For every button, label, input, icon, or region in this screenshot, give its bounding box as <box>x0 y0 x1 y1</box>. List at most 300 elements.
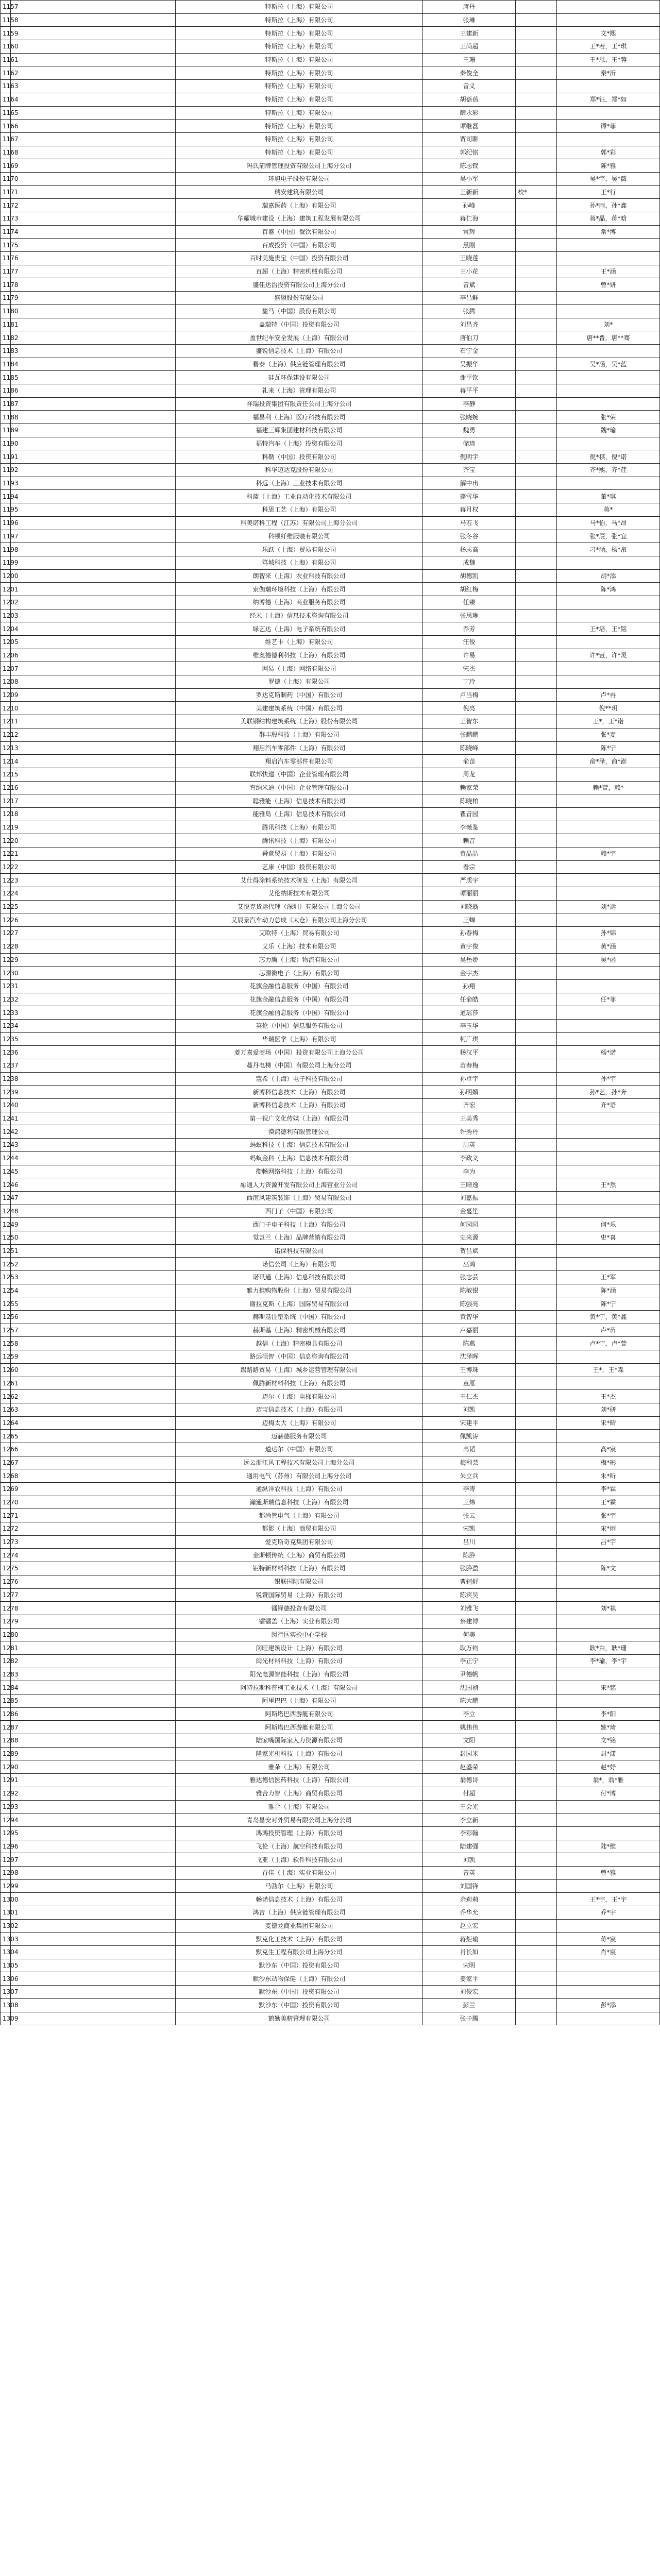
row-number: 1212 <box>1 728 11 741</box>
relative-names: 耿*白，耿*珊 <box>557 1641 660 1655</box>
relative-names <box>557 662 660 675</box>
relative-names: 王*涵 <box>557 265 660 278</box>
table-row <box>1 1998 660 2012</box>
company-name: 阿特拉斯科普柯工业技术（上海）有限公司 <box>176 1681 423 1694</box>
relative-names <box>557 1125 660 1139</box>
row-number: 1169 <box>1 159 11 173</box>
table-row <box>1 794 660 808</box>
relative-names <box>557 1112 660 1125</box>
note-mark <box>516 225 557 239</box>
note-mark <box>516 318 557 331</box>
table-row <box>1 1522 660 1536</box>
person-name: 俞苗 <box>423 755 516 768</box>
person-name: 倪明宇 <box>423 450 516 464</box>
row-number: 1180 <box>1 304 11 318</box>
note-mark <box>516 622 557 636</box>
company-name: 维艺卡（上海）有限公司 <box>176 636 423 649</box>
blank-cell <box>11 1668 176 1681</box>
note-mark <box>516 1139 557 1152</box>
person-name: 王博珠 <box>423 1363 516 1377</box>
relative-names <box>557 106 660 120</box>
table-row <box>1 821 660 834</box>
relative-names <box>557 304 660 318</box>
company-name: 瑞嘉医药（上海）有限公司 <box>176 199 423 212</box>
company-name: 百成投资（中国）有限公司 <box>176 239 423 252</box>
person-name: 王晓莲 <box>423 252 516 265</box>
blank-cell <box>11 781 176 794</box>
person-name: 黄宇俊 <box>423 940 516 953</box>
row-number: 1233 <box>1 1006 11 1020</box>
row-number: 1276 <box>1 1575 11 1588</box>
note-mark <box>516 1509 557 1522</box>
person-name: 曹轲舒 <box>423 1575 516 1588</box>
note-mark <box>516 1469 557 1483</box>
person-name: 梅利芸 <box>423 1456 516 1469</box>
row-number: 1254 <box>1 1284 11 1297</box>
note-mark <box>516 1959 557 1972</box>
person-name: 汪俊 <box>423 636 516 649</box>
table-row <box>1 239 660 252</box>
relative-names <box>557 1575 660 1588</box>
blank-cell <box>11 1350 176 1364</box>
note-mark <box>516 13 557 27</box>
person-name: 李静 <box>423 397 516 411</box>
person-name: 封园米 <box>423 1747 516 1760</box>
relative-names <box>557 1588 660 1602</box>
note-mark <box>516 583 557 596</box>
relative-names: 何*乐 <box>557 1218 660 1231</box>
row-number: 1217 <box>1 794 11 808</box>
row-number: 1174 <box>1 225 11 239</box>
person-name: 王智东 <box>423 715 516 728</box>
company-name: 绿艺达（上海）电子系统有限公司 <box>176 622 423 636</box>
person-name: 刘晓翁 <box>423 900 516 913</box>
row-number: 1251 <box>1 1244 11 1258</box>
blank-cell <box>11 1774 176 1787</box>
table-row <box>1 1694 660 1708</box>
company-name: 蔻希（上海）电子科技有限公司 <box>176 1072 423 1086</box>
row-number: 1291 <box>1 1774 11 1787</box>
note-mark <box>516 1774 557 1787</box>
table-row <box>1 1311 660 1324</box>
row-number: 1225 <box>1 900 11 913</box>
row-number: 1288 <box>1 1734 11 1748</box>
note-mark <box>516 490 557 503</box>
relative-names <box>557 1430 660 1443</box>
note-mark <box>516 1099 557 1112</box>
row-number: 1157 <box>1 1 11 14</box>
person-name: 齐宏 <box>423 1099 516 1112</box>
person-name: 黄晶晶 <box>423 848 516 861</box>
person-name: 翁德诗 <box>423 1774 516 1787</box>
blank-cell <box>11 1602 176 1615</box>
relative-names <box>557 887 660 901</box>
row-number: 1229 <box>1 953 11 967</box>
person-name: 张思琳 <box>423 609 516 622</box>
blank-cell <box>11 675 176 689</box>
blank-cell <box>11 1430 176 1443</box>
table-row <box>1 1258 660 1271</box>
blank-cell <box>11 1178 176 1192</box>
person-name: 王蝉 <box>423 913 516 927</box>
company-name: 朗智来（上海）农业科技有限公司 <box>176 569 423 583</box>
row-number: 1185 <box>1 371 11 384</box>
company-name: 鸿鸿投资管理（上海）有限公司 <box>176 1826 423 1840</box>
relative-names: 刁*涵，杨*帛 <box>557 543 660 556</box>
relative-names: 黄*涵 <box>557 940 660 953</box>
person-name: 看宗 <box>423 860 516 874</box>
relative-names <box>557 1853 660 1867</box>
note-mark <box>516 1654 557 1668</box>
relative-names: 陈*涵 <box>557 1284 660 1297</box>
relative-names <box>557 292 660 305</box>
table-row <box>1 1363 660 1377</box>
blank-cell <box>11 1390 176 1403</box>
blank-cell <box>11 1311 176 1324</box>
company-name: 盛盟股份有限公司 <box>176 292 423 305</box>
relative-names: 史*喜 <box>557 1231 660 1244</box>
note-mark <box>516 1840 557 1853</box>
note-mark <box>516 1721 557 1734</box>
company-name: 钜特新材料科技（上海）有限公司 <box>176 1562 423 1575</box>
blank-cell <box>11 1191 176 1205</box>
blank-cell <box>11 1284 176 1297</box>
person-name: 李立新 <box>423 1814 516 1827</box>
company-name: 雅朵（上海）有限公司 <box>176 1760 423 1774</box>
company-name: 融通人力资源开发有限公司上海营业分公司 <box>176 1178 423 1192</box>
row-number: 1278 <box>1 1602 11 1615</box>
company-name: 默沙东动物保健（上海）有限公司 <box>176 1972 423 1986</box>
blank-cell <box>11 1151 176 1165</box>
row-number: 1304 <box>1 1946 11 1959</box>
relative-names <box>557 979 660 993</box>
relative-names <box>557 1879 660 1893</box>
table-row <box>1 1853 660 1867</box>
company-name: 飞亚（上海）软件科技有限公司 <box>176 1853 423 1867</box>
relative-names <box>557 371 660 384</box>
person-name: 王尚超 <box>423 40 516 54</box>
blank-cell <box>11 1615 176 1628</box>
relative-names: 卢*苗 <box>557 1324 660 1337</box>
note-mark <box>516 1072 557 1086</box>
blank-cell <box>11 1814 176 1827</box>
company-name: 路远硕智（中国）信息咨询有限公司 <box>176 1350 423 1364</box>
blank-cell <box>11 212 176 226</box>
company-name: 爱克斯奇克集团有限公司 <box>176 1535 423 1549</box>
note-mark <box>516 953 557 967</box>
row-number: 1271 <box>1 1509 11 1522</box>
note-mark <box>516 1443 557 1456</box>
blank-cell <box>11 239 176 252</box>
company-name: 科顿纤维服装有限公司 <box>176 530 423 543</box>
row-number: 1191 <box>1 450 11 464</box>
blank-cell <box>11 993 176 1006</box>
blank-cell <box>11 967 176 980</box>
table-row <box>1 1205 660 1218</box>
blank-cell <box>11 1086 176 1099</box>
person-name: 孙翔 <box>423 979 516 993</box>
person-name: 谢平钦 <box>423 371 516 384</box>
person-name: 储琦 <box>423 437 516 450</box>
note-mark <box>516 1668 557 1681</box>
relative-names: 文*铭 <box>557 1734 660 1748</box>
note-mark <box>516 344 557 358</box>
blank-cell <box>11 596 176 609</box>
blank-cell <box>11 516 176 530</box>
table-row <box>1 318 660 331</box>
relative-names <box>557 1986 660 1999</box>
relative-names: 付*博 <box>557 1787 660 1800</box>
table-row <box>1 371 660 384</box>
person-name: 刘嘉振 <box>423 1191 516 1205</box>
company-name: 科蓝（上海）工业自动化技术有限公司 <box>176 490 423 503</box>
blank-cell <box>11 583 176 596</box>
company-name: 通用电气（苏州）有限公司上海分公司 <box>176 1469 423 1483</box>
table-row <box>1 1602 660 1615</box>
note-mark <box>516 252 557 265</box>
table-row <box>1 106 660 120</box>
row-number: 1230 <box>1 967 11 980</box>
relative-names: 王*，王*诺 <box>557 715 660 728</box>
table-row <box>1 159 660 173</box>
row-number: 1302 <box>1 1919 11 1933</box>
relative-names: 秦*沂 <box>557 66 660 80</box>
note-mark <box>516 1483 557 1496</box>
person-name: 王建新 <box>423 27 516 40</box>
relative-names: 刘*运 <box>557 900 660 913</box>
relative-names: 刘*研 <box>557 1403 660 1416</box>
company-name: 芯源微电子（上海）有限公司 <box>176 967 423 980</box>
relative-names: 肖*宸 <box>557 1946 660 1959</box>
note-mark <box>516 1271 557 1284</box>
company-name: 默克生工程有限公司上海分公司 <box>176 1946 423 1959</box>
table-row <box>1 1628 660 1641</box>
company-name: 默沙东（中国）投资有限公司 <box>176 1959 423 1972</box>
note-mark <box>516 1747 557 1760</box>
blank-cell <box>11 66 176 80</box>
row-number: 1247 <box>1 1191 11 1205</box>
person-name: 李彩翰 <box>423 1826 516 1840</box>
company-name: 瀚通斯瑞信息科技（上海）有限公司 <box>176 1496 423 1509</box>
relative-names <box>557 1668 660 1681</box>
table-row <box>1 927 660 940</box>
blank-cell <box>11 1628 176 1641</box>
company-name: 特斯拉（上海）有限公司 <box>176 80 423 93</box>
relative-names: 封*潇 <box>557 1747 660 1760</box>
row-number: 1158 <box>1 13 11 27</box>
blank-cell <box>11 477 176 490</box>
blank-cell <box>11 1218 176 1231</box>
blank-cell <box>11 874 176 887</box>
row-number: 1221 <box>1 848 11 861</box>
note-mark <box>516 239 557 252</box>
table-row <box>1 437 660 450</box>
note-mark <box>516 967 557 980</box>
table-row <box>1 1641 660 1655</box>
note-mark <box>516 132 557 146</box>
blank-cell <box>11 344 176 358</box>
relative-names: 王*杰 <box>557 1390 660 1403</box>
company-name: 盖世纪车安全发展（上海）有限公司 <box>176 331 423 345</box>
table-row <box>1 1191 660 1205</box>
note-mark <box>516 636 557 649</box>
company-name: 闵行区实验中心学校 <box>176 1628 423 1641</box>
note-mark <box>516 1879 557 1893</box>
person-name: 蒋炬瑜 <box>423 1933 516 1946</box>
relative-names <box>557 1615 660 1628</box>
relative-names: 姚*琦 <box>557 1721 660 1734</box>
table-row <box>1 1032 660 1046</box>
table-row <box>1 728 660 741</box>
table-row <box>1 1654 660 1668</box>
person-name: 常辉 <box>423 225 516 239</box>
note-mark <box>516 397 557 411</box>
person-name: 张冬谷 <box>423 530 516 543</box>
row-number: 1178 <box>1 278 11 292</box>
company-name: 礼来（上海）管理有限公司 <box>176 384 423 397</box>
person-name: 曾英 <box>423 1866 516 1879</box>
relative-names: 曾*妍 <box>557 278 660 292</box>
company-name: 鹤勤美精管理有限公司 <box>176 2012 423 2025</box>
row-number: 1285 <box>1 1694 11 1708</box>
relative-names: 王*，王*森 <box>557 1363 660 1377</box>
row-number: 1163 <box>1 80 11 93</box>
company-name: 特斯拉（上海）有限公司 <box>176 66 423 80</box>
row-number: 1231 <box>1 979 11 993</box>
row-number: 1159 <box>1 27 11 40</box>
table-row <box>1 1284 660 1297</box>
row-number: 1248 <box>1 1205 11 1218</box>
relative-names <box>557 1972 660 1986</box>
table-row <box>1 252 660 265</box>
company-name: 福特汽车（上海）投资有限公司 <box>176 437 423 450</box>
table-row <box>1 1324 660 1337</box>
table-row <box>1 1787 660 1800</box>
blank-cell <box>11 662 176 675</box>
relative-names <box>557 596 660 609</box>
blank-cell <box>11 450 176 464</box>
note-mark <box>516 1416 557 1430</box>
person-name: 刘俊宏 <box>423 1986 516 1999</box>
row-number: 1255 <box>1 1297 11 1311</box>
blank-cell <box>11 768 176 781</box>
relative-names: 张*宇 <box>557 1509 660 1522</box>
note-mark <box>516 265 557 278</box>
person-name: 文阳 <box>423 1734 516 1748</box>
note-mark <box>516 477 557 490</box>
company-name: 能雅岛（上海）信息技术有限公司 <box>176 807 423 821</box>
note-mark <box>516 979 557 993</box>
company-name: 阿斯塔巴西游艇有限公司 <box>176 1721 423 1734</box>
blank-cell <box>11 755 176 768</box>
row-number: 1176 <box>1 252 11 265</box>
blank-cell <box>11 953 176 967</box>
table-row <box>1 556 660 569</box>
company-name: 鸿吉（上海）供应链管理有限公司 <box>176 1906 423 1920</box>
relative-names <box>557 1191 660 1205</box>
relative-names <box>557 913 660 927</box>
company-name: 通纵洋农科技（上海）有限公司 <box>176 1483 423 1496</box>
person-name: 沈国祯 <box>423 1681 516 1694</box>
person-name: 陈大鹏 <box>423 1694 516 1708</box>
note-mark <box>516 1562 557 1575</box>
relative-names: 陈*鸿 <box>557 583 660 596</box>
blank-cell <box>11 159 176 173</box>
person-name: 孙卓宇 <box>423 1072 516 1086</box>
blank-cell <box>11 146 176 159</box>
row-number: 1261 <box>1 1377 11 1390</box>
note-mark <box>516 371 557 384</box>
company-name: 盐马（中国）股份有限公司 <box>176 304 423 318</box>
company-name: 迈宝信息技术（上海）有限公司 <box>176 1403 423 1416</box>
blank-cell <box>11 304 176 318</box>
relative-names: 宋*雨 <box>557 1522 660 1536</box>
note-mark <box>516 1046 557 1059</box>
blank-cell <box>11 543 176 556</box>
company-name: 陆家嘴国际家人力资源有限公司 <box>176 1734 423 1748</box>
note-mark <box>516 1734 557 1748</box>
blank-cell <box>11 1244 176 1258</box>
company-name: 雅合力智（上海）商贸有限公司 <box>176 1787 423 1800</box>
relative-names <box>557 397 660 411</box>
row-number: 1290 <box>1 1760 11 1774</box>
person-name: 童雁 <box>423 1377 516 1390</box>
company-name: 阿里巴巴（上海）有限公司 <box>176 1694 423 1708</box>
relative-names: 卢*冉 <box>557 688 660 702</box>
table-row <box>1 199 660 212</box>
company-name: 索伽瑞环境科技（上海）有限公司 <box>176 583 423 596</box>
note-mark <box>516 199 557 212</box>
company-name: 默沙东（中国）投资有限公司 <box>176 1986 423 1999</box>
note-mark <box>516 40 557 54</box>
company-name: 蚂蚁科技（上海）信息技术有限公司 <box>176 1139 423 1152</box>
note-mark <box>516 450 557 464</box>
person-name: 史来源 <box>423 1231 516 1244</box>
company-name: 科思工艺（上海）有限公司 <box>176 503 423 517</box>
company-name: 联邦快递（中国）企业管理有限公司 <box>176 768 423 781</box>
note-mark <box>516 807 557 821</box>
table-row <box>1 715 660 728</box>
relative-names: 赵*妤 <box>557 1760 660 1774</box>
row-number: 1258 <box>1 1337 11 1350</box>
note-mark <box>516 1112 557 1125</box>
note-mark <box>516 358 557 371</box>
blank-cell <box>11 1879 176 1893</box>
blank-cell <box>11 688 176 702</box>
blank-cell <box>11 1205 176 1218</box>
note-mark <box>516 1602 557 1615</box>
row-number: 1161 <box>1 53 11 66</box>
row-number: 1165 <box>1 106 11 120</box>
row-number: 1213 <box>1 741 11 755</box>
relative-names: 吕*宇 <box>557 1535 660 1549</box>
company-name: 福昌利（上海）医疗科技有限公司 <box>176 411 423 424</box>
row-number: 1238 <box>1 1072 11 1086</box>
row-number: 1265 <box>1 1430 11 1443</box>
table-row <box>1 596 660 609</box>
row-number: 1216 <box>1 781 11 794</box>
relative-names: 王*行 <box>557 185 660 199</box>
relative-names <box>557 1139 660 1152</box>
person-name: 胡红梅 <box>423 583 516 596</box>
company-name: 英伦（中国）信息服务有限公司 <box>176 1019 423 1032</box>
relative-names: 张*荣 <box>557 411 660 424</box>
blank-cell <box>11 13 176 27</box>
person-name: 魏勇 <box>423 424 516 437</box>
relative-names: 胡*添 <box>557 569 660 583</box>
person-name: 瞿昔园 <box>423 807 516 821</box>
blank-cell <box>11 106 176 120</box>
